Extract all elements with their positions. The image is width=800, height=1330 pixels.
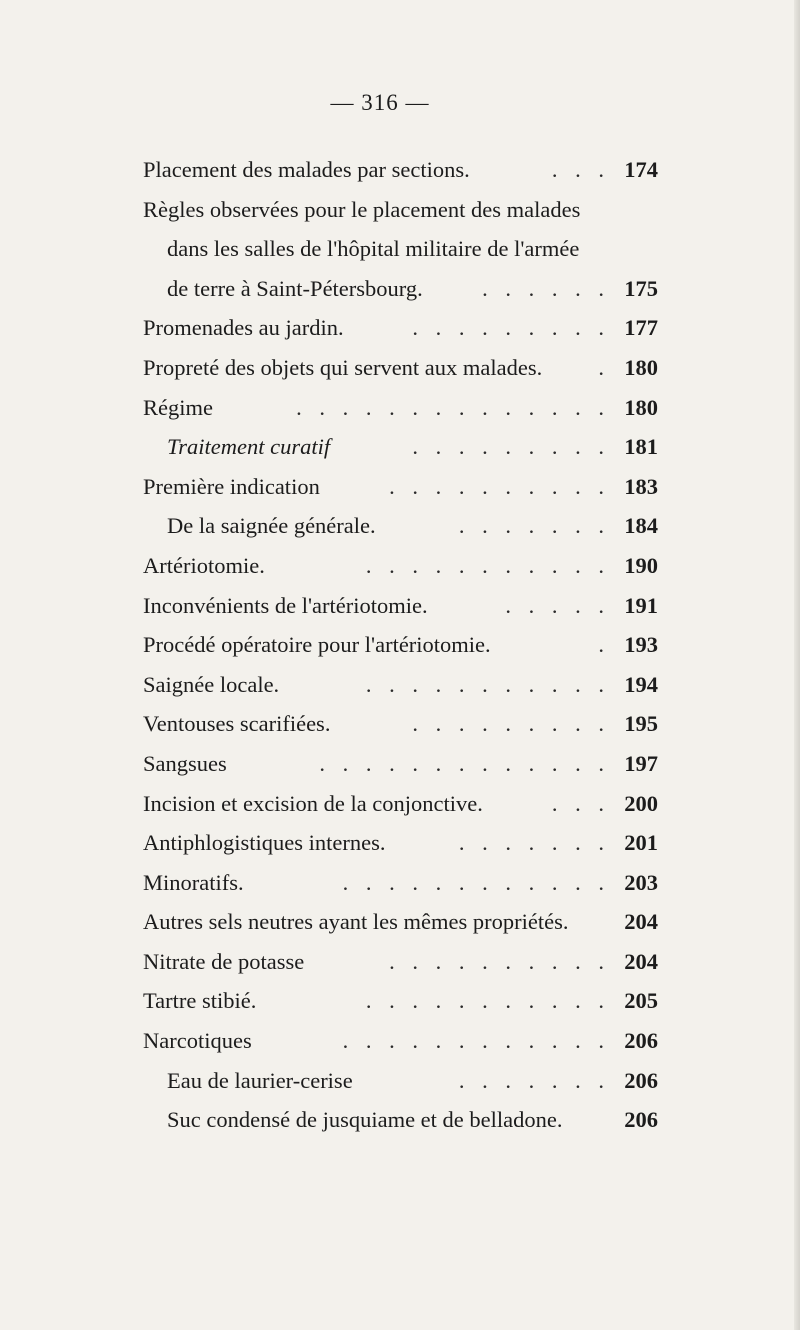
toc-entry-label: Eau de laurier-cerise — [143, 1061, 357, 1101]
toc-entry-label: Artériotomie. — [143, 546, 269, 586]
dot-leader: . . . . . . . . . . — [389, 948, 610, 974]
dot-leader: . . . . . . . — [458, 1067, 610, 1093]
toc-entry — [143, 348, 658, 388]
toc-entry-label: Sangsues — [143, 744, 231, 784]
dot-leader: . . . — [551, 790, 610, 816]
toc-entry-label: Autres sels neutres ayant les mêmes propriétés. — [143, 902, 573, 942]
toc-entry-page: 177 — [624, 315, 658, 341]
toc-entry — [143, 586, 658, 626]
toc-entry — [143, 190, 658, 230]
toc-entry-label: de terre à Saint-Pétersbourg. — [143, 269, 427, 309]
toc-entry — [143, 863, 658, 903]
toc-entry-page: 194 — [624, 671, 658, 697]
toc-entry-page: 193 — [624, 632, 658, 658]
toc-entry — [143, 1100, 658, 1140]
toc-entry-page: 203 — [624, 869, 658, 895]
toc-entry — [143, 229, 658, 269]
dot-leader: . . . . . . . . . — [412, 711, 610, 737]
dot-leader: . . . . . . . — [458, 513, 610, 539]
toc-entry — [143, 427, 658, 467]
dot-leader: . . . . . . . . . . . — [365, 988, 610, 1014]
toc-entry-page: 184 — [624, 513, 658, 539]
toc-entry-label: Narcotiques — [143, 1021, 256, 1061]
toc-entry — [143, 308, 658, 348]
dot-leader: . . . . . . . . . . . . . — [319, 750, 610, 776]
page-edge — [794, 0, 800, 1330]
toc-entry — [143, 269, 658, 309]
toc-entry-label: Nitrate de potasse — [143, 942, 308, 982]
toc-entry — [143, 546, 658, 586]
toc-entry — [143, 942, 658, 982]
toc-entry — [143, 1021, 658, 1061]
toc-entry-page: 201 — [624, 830, 658, 856]
toc-entry — [143, 150, 658, 190]
toc-entry-page: 204 — [624, 909, 658, 935]
toc-entry — [143, 467, 658, 507]
toc-entry-label: De la saignée générale. — [143, 506, 380, 546]
toc-entry-label: Première indication — [143, 467, 324, 507]
toc-entry — [143, 665, 658, 705]
toc-entry-page: 191 — [624, 592, 658, 618]
toc-entry-label: Ventouses scarifiées. — [143, 704, 334, 744]
toc-entry-label: Saignée locale. — [143, 665, 283, 705]
toc-entry-label: Traitement curatif — [143, 427, 334, 467]
toc-entry-page: 204 — [624, 948, 658, 974]
dot-leader: . . . . . . . . . . . . — [342, 869, 610, 895]
toc-entry-page: 206 — [624, 1107, 658, 1133]
toc-entry-label: Règles observées pour le placement des malades — [143, 196, 581, 222]
table-of-contents — [143, 150, 658, 1140]
dot-leader: . . . . . . . . . . . . — [342, 1028, 610, 1054]
dot-leader: . . . . . . . . . . — [389, 473, 610, 499]
toc-entry-page: 181 — [624, 434, 658, 460]
toc-entry — [143, 744, 658, 784]
toc-entry-label: Minoratifs. — [143, 863, 248, 903]
toc-entry-label: Inconvénients de l'artériotomie. — [143, 586, 432, 626]
toc-entry-page: 205 — [624, 988, 658, 1014]
toc-entry-page: 197 — [624, 750, 658, 776]
dot-leader: . — [598, 632, 610, 658]
toc-entry-label: Régime — [143, 388, 217, 428]
toc-entry-label: Promenades au jardin. — [143, 308, 348, 348]
toc-entry — [143, 506, 658, 546]
toc-entry — [143, 1061, 658, 1101]
toc-entry-label: dans les salles de l'hôpital militaire de l'armée — [167, 236, 580, 262]
dot-leader: . . . . . — [505, 592, 610, 618]
toc-entry-page: 183 — [624, 473, 658, 499]
toc-entry-page: 206 — [624, 1028, 658, 1054]
toc-entry-page: 206 — [624, 1067, 658, 1093]
toc-entry-page: 175 — [624, 275, 658, 301]
toc-entry-page: 180 — [624, 354, 658, 380]
toc-entry-label: Incision et excision de la conjonctive. — [143, 784, 487, 824]
toc-entry-label: Tartre stibié. — [143, 981, 260, 1021]
toc-entry-page: 180 — [624, 394, 658, 420]
dot-leader: . . . . . . . . . — [412, 434, 610, 460]
toc-entry-page: 174 — [624, 157, 658, 182]
toc-entry-page: 190 — [624, 552, 658, 578]
dot-leader: . . . . . . . . . . . — [365, 671, 610, 697]
toc-entry — [143, 902, 658, 942]
toc-entry-label: Propreté des objets qui servent aux malades. — [143, 348, 546, 388]
dot-leader: . . . . . . . — [458, 830, 610, 856]
toc-entry-label: Procédé opératoire pour l'artériotomie. — [143, 625, 495, 665]
dot-leader: . — [598, 354, 610, 380]
toc-entry — [143, 981, 658, 1021]
page-number: — 316 — — [330, 90, 430, 115]
toc-entry-label: Placement des malades par sections. — [143, 150, 474, 190]
dot-leader: . . . — [551, 157, 610, 182]
toc-entry-label: Antiphlogistiques internes. — [143, 823, 389, 863]
dot-leader: . . . . . . . . . — [412, 315, 610, 341]
toc-entry — [143, 704, 658, 744]
dot-leader: . . . . . . — [482, 275, 610, 301]
toc-entry — [143, 823, 658, 863]
dot-leader: . . . . . . . . . . . — [365, 552, 610, 578]
toc-entry — [143, 625, 658, 665]
toc-entry-page: 195 — [624, 711, 658, 737]
dot-leader: . . . . . . . . . . . . . . — [296, 394, 610, 420]
toc-entry-label: Suc condensé de jusquiame et de belladone. — [143, 1100, 567, 1140]
toc-entry — [143, 388, 658, 428]
toc-entry-page: 200 — [624, 790, 658, 816]
toc-entry — [143, 784, 658, 824]
